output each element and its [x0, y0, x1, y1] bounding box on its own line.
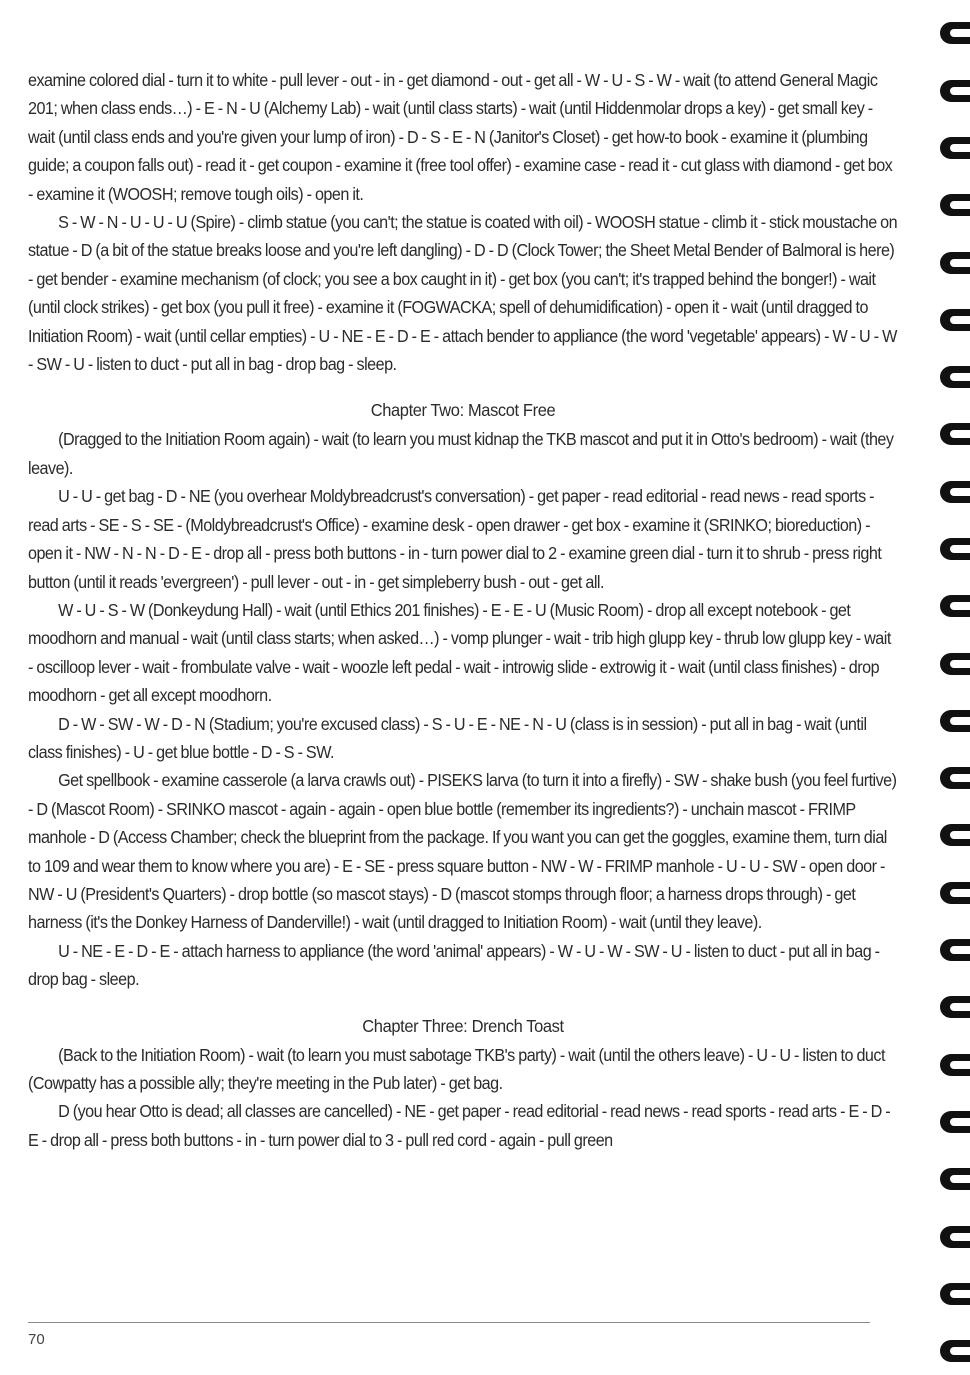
binding-ring	[940, 137, 970, 159]
page-number: 70	[28, 1331, 45, 1348]
paragraph: U - NE - E - D - E - attach harness to appliance (the word 'animal' appears) - W - U - W - SW - U - listen to duct - put all in bag - drop bag - sleep.	[28, 940, 880, 990]
footer-rule	[28, 1322, 870, 1323]
binding-ring	[940, 481, 970, 503]
paragraph: (Dragged to the Initiation Room again) - wait (to learn you must kidnap the TKB mascot and put it in Otto's bedroom) - wait (they leave).	[28, 429, 894, 478]
binding-ring	[940, 194, 970, 216]
spiral-binding	[928, 0, 970, 1375]
binding-ring	[940, 252, 970, 274]
binding-ring	[940, 882, 970, 904]
binding-ring	[940, 824, 970, 846]
binding-ring	[940, 538, 970, 560]
chapter-two-heading: Chapter Two: Mascot Free	[370, 400, 556, 421]
paragraph: (Back to the Initiation Room) - wait (to learn you must sabotage TKB's party) - wait (until the others leave) - U - U - listen to duct (Cowpatty has a possible ally; they're meeting in the Pub later) - get bag.	[28, 1044, 885, 1093]
binding-ring	[940, 366, 970, 388]
paragraph: D (you hear Otto is dead; all classes are cancelled) - NE - get paper - read editorial - read news - read sports - read arts - E - D - E - drop all - press both buttons - in - turn power dial to 3 - pull red cord - again - pull green	[28, 1101, 891, 1150]
paragraph: D - W - SW - W - D - N (Stadium; you're excused class) - S - U - E - NE - N - U (class is in session) - put all in bag - wait (until class finishes) - U - get blue bottle - D - S - SW.	[28, 713, 867, 762]
paragraph: U - U - get bag - D - NE (you overhear Moldybreadcrust's conversation) - get paper - read editorial - read news - read sports - read arts - SE - S - SE - (Moldybreadcrust's Office) - examine desk - open drawer - get box - examine it (SRINKO; bioreduction) - open it - NW - N - N - D - E - drop all - press both buttons - in - turn power dial to 2 - examine green dial - turn it to shrub - press right button (until it reads 'evergreen') - pull lever - out - in - get simpleberry bush - out - get all.	[28, 486, 882, 592]
binding-ring	[940, 1111, 970, 1133]
binding-ring	[940, 653, 970, 675]
binding-ring	[940, 1340, 970, 1362]
binding-ring	[940, 423, 970, 445]
paragraph: S - W - N - U - U - U (Spire) - climb statue (you can't; the statue is coated with oil) - WOOSH statue - climb it - stick moustache on statue - D (a bit of the statue breaks loose and you're left dangling) - D - D (Clock Tower; the Sheet Metal Bender of Balmoral is here) - get bender - examine mechanism (of clock; you see a box caught in it) - get box (you can't; it's trapped behind the bonger!) - wait (until clock strikes) - get box (you pull it free) - examine it (FOGWACKA; spell of dehumidification) - open it - wait (until dragged to Initiation Room) - wait (until cellar empties) - U - NE - E - D - E - attach bender to appliance (the word 'vegetable' appears) - W - U - W - SW - U - listen to duct - put all in bag - drop bag - sleep.	[28, 212, 898, 375]
paragraph: Get spellbook - examine casserole (a larva crawls out) - PISEKS larva (to turn it into a firefly) - SW - shake bush (you feel furtive) - D (Mascot Room) - SRINKO mascot - again - again - open blue bottle (remember its ingredients?) - unchain mascot - FRIMP manhole - D (Access Chamber; check the blueprint from the package. If you want you can get the goggles, examine them, turn dial to 109 and wear them to know where you are) - E - SE - press square button - NW - W - FRIMP manhole - U - U - SW - open door - NW - U (President's Quarters) - drop bottle (so mascot stays) - D (mascot stomps through floor; a harness drops through) - get harness (it's the Donkey Harness of Danderville!) - wait (until dragged to Initiation Room) - wait (until they leave).	[28, 770, 897, 933]
paragraph: examine colored dial - turn it to white - pull lever - out - in - get diamond - out - get all - W - U - S - W - wait (to attend General Magic 201; when class ends…) - E - N - U (Alchemy Lab) - wait (until class starts) - wait (until Hiddenmolar drops a key) - get small key - wait (until class ends and you're given your lump of iron) - D - S - E - N (Janitor's Closet) - get how-to book - examine it (plumbing guide; a coupon falls out) - read it - get coupon - examine it (free tool offer) - examine case - read it - cut glass with diamond - get box - examine it (WOOSH; remove tough oils) - open it.	[28, 70, 893, 204]
chapter-three-heading: Chapter Three: Drench Toast	[362, 1015, 564, 1036]
binding-ring	[940, 939, 970, 961]
binding-ring	[940, 80, 970, 102]
binding-ring	[940, 710, 970, 732]
binding-ring	[940, 1168, 970, 1190]
binding-ring	[940, 1054, 970, 1076]
binding-ring	[940, 996, 970, 1018]
paragraph: W - U - S - W (Donkeydung Hall) - wait (until Ethics 201 finishes) - E - E - U (Music Room) - drop all except notebook - get moodhorn and manual - wait (until class starts; when asked…) - vomp plunger - wait - trib high glupp key - thrub low glupp key - wait - oscilloop lever - wait - frombulate valve - wait - woozle left pedal - wait - introwig slide - extrowig it - wait (until class finishes) - drop moodhorn - get all except moodhorn.	[28, 599, 891, 706]
binding-ring	[940, 1226, 970, 1248]
binding-ring	[940, 595, 970, 617]
binding-ring	[940, 1283, 970, 1305]
page-body	[28, 66, 898, 1154]
binding-ring	[940, 767, 970, 789]
binding-ring	[940, 309, 970, 331]
binding-ring	[940, 22, 970, 44]
